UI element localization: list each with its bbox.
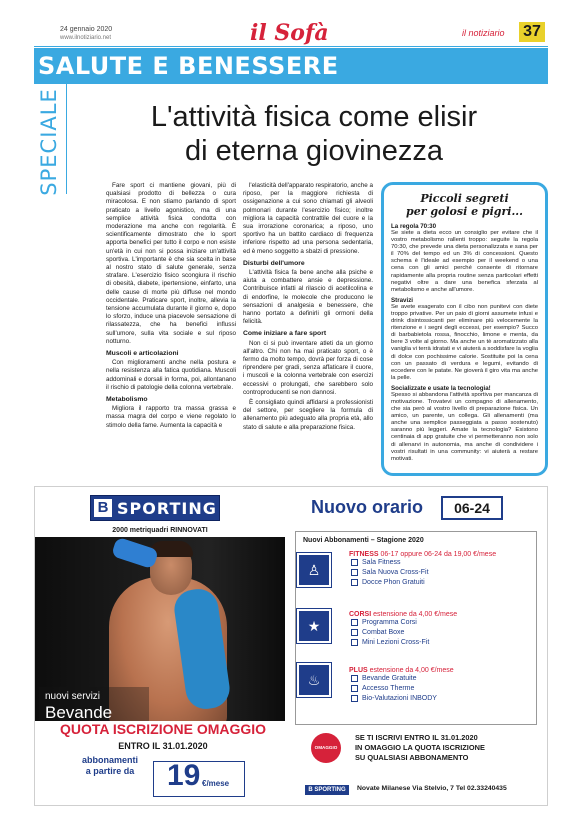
services-overlay xyxy=(39,687,149,721)
paragraph: l'elasticità dell'apparato respiratorio, anche a riposo, per la maggiore richiesta di ossigenazione a cui sono chiamati gli alveoli polmonari durante l'esercizio fisico; inoltre migliora la capacità contrattile del cuore e la sua irrorazione coronarica; a riposo, uno sportivo ha un battito cardiaco di frequenza inferiore rispetto ad una persona sedentaria, ed è meno soggetto a sbalzi di pressione. xyxy=(243,182,373,255)
page-number: 37 xyxy=(519,22,545,42)
subheading: Metabolismo xyxy=(106,396,148,404)
price-value: 19 xyxy=(167,759,201,792)
header-rule xyxy=(34,46,548,47)
subheading: Muscoli e articolazioni xyxy=(106,350,179,358)
tips-section xyxy=(391,297,538,382)
courses-header-detail: estensione da 4,00 €/mese xyxy=(371,611,458,618)
subheading: Disturbi dell'umore xyxy=(243,259,305,267)
price-unit: €/mese xyxy=(202,779,230,788)
subheading: Come iniziare a fare sport xyxy=(243,330,327,338)
gym-advertisement xyxy=(34,486,548,806)
headline-line-2: di eterna giovinezza xyxy=(185,135,443,167)
tips-text: Se avete esagerato con il cibo non punitevi con diete troppo privative. Per un paio di giorni assumete infusi e drink disintossicanti per eliminare più velocemente la ritenzione e i segni degli eccessi, per esempio? Succo di barbabietola rossa, finocchio, limone e menta, da bere 3 volte al giorno. Ma anche un tè aromatizzato alla vaniglia vi terrà idratati e vi aiuterà a soddisfare la voglia di dolce con pochissime calorie. Sostituite poi la cena con un passato di verdura e legumi, evitando di eccedere con le patate. Ne gioverà il giro vita ma anche la pelle. xyxy=(391,303,538,381)
plus-group xyxy=(349,667,539,704)
services-label: nuovi servizi xyxy=(45,691,101,702)
promo-title: QUOTA ISCRIZIONE OMAGGIO xyxy=(59,721,267,737)
sporting-logo-text: SPORTING xyxy=(117,499,217,518)
paragraph: Con miglioramenti anche nella postura e nella resistenza alla fatica quotidiana. Muscoli addominali e dorsali in forma, poi, allontanano il rischio di patologie della colonna vertebrale. xyxy=(106,359,236,391)
article-headline xyxy=(80,100,548,168)
fitness-header xyxy=(349,551,539,558)
list-item: Mini Lezioni Cross-Fit xyxy=(349,638,539,648)
courses-header xyxy=(349,611,539,618)
tips-section xyxy=(391,385,538,463)
issue-date: 24 gennaio 2020 xyxy=(60,26,113,33)
paragraph: Migliora il rapporto tra massa grassa e massa magra del corpo e viene regolato lo stimolo della fame. Aumenta la capacità e xyxy=(106,405,236,429)
vertical-tag xyxy=(34,84,64,204)
masthead-brand: il Sofà xyxy=(250,20,329,46)
list-item: Sala Fitness xyxy=(349,558,539,568)
promo-deadline: ENTRO IL 31.01.2020 xyxy=(118,741,208,751)
price-caption-line-1: abbonamenti xyxy=(81,755,138,765)
tips-box xyxy=(381,182,548,476)
water-bottle xyxy=(111,537,159,569)
tips-title xyxy=(391,192,538,218)
list-item: Programma Corsi xyxy=(349,618,539,628)
tips-heading: La regola 70:30 xyxy=(391,223,437,230)
tips-title-line-1: Piccoli segreti xyxy=(420,192,509,205)
tips-title-line-2: per golosi e pigri... xyxy=(406,205,523,218)
site-url: www.ilnotiziario.net xyxy=(60,35,112,41)
courses-group xyxy=(349,611,539,648)
fitness-header-name: FITNESS xyxy=(349,551,379,558)
price-caption xyxy=(61,755,159,777)
list-item: Bevande Gratuite xyxy=(349,674,539,684)
price-caption-line-2: a partire da xyxy=(85,766,135,776)
services-line-1: Bevande xyxy=(45,703,113,721)
sporting-small-logo: B SPORTING xyxy=(305,785,349,795)
renewed-area-text: 2000 metriquadri RINNOVATI xyxy=(112,527,208,534)
article-column-1 xyxy=(106,182,236,432)
plus-header xyxy=(349,667,539,674)
plus-icon: ♨ xyxy=(297,663,331,697)
paragraph: L'attività fisica fa bene anche alla psiche e aiuta a combattere ansie e depressione. Contribuisce infatti al rilascio di acetilcolina e di endorfine, le molecole che producono le sensazioni di analgesia e benessere, che hanno portato a definirli gli ormoni della felicità. xyxy=(243,269,373,326)
omaggio-line-2: IN OMAGGIO LA QUOTA ISCRIZIONE xyxy=(355,743,485,752)
tips-text: Spesso si abbandona l'attività sportiva per mancanza di motivazione. Trovatevi un compagno di allenamento, che sia però al vostro livello di preparazione fisica. Un amico, un parente, un collega. Gli allenamenti (ma anche una semplice passeggiata a passo sostenuto) saranno più leggeri. Amate la tecnologia? Esistono centinaia di app gratuite che vi permetteranno non solo di allenarvi in autonomia, ma anche di condividere i vostri risultati in una community: vi aiuterà a restare motivati. xyxy=(391,391,538,462)
tips-text: Se siete a dieta ecco un consiglio per evitare che il vostro metabolismo rallenti troppo: seguite la regola 70:30, che prevede una dieta personalizzata e sana per il 70% del tempo ed un 3% di concessioni. Questo schema è l'ideale ad esempio per il weekend o una cena con gli amici perché consente di ritornare rapidamente alla propria routine senza particolari effetti negativi oltre a dare una benefica sferzata al metabolismo e anche all'umore. xyxy=(391,230,538,293)
headline-line-1: L'attività fisica come elisir xyxy=(150,101,478,133)
subscriptions-title: Nuovi Abbonamenti – Stagione 2020 xyxy=(303,537,424,544)
sporting-logo-mark: B xyxy=(94,499,112,517)
vertical-tag-text: SPECIALE xyxy=(37,88,61,196)
plus-header-name: PLUS xyxy=(349,667,368,674)
gym-address: Novate Milanese Via Stelvio, 7 Tel 02.33240435 xyxy=(357,785,507,792)
new-hours-label: Nuovo orario xyxy=(311,497,424,517)
tips-heading: Socializzate e usate la tecnologia! xyxy=(391,384,491,392)
omaggio-text xyxy=(355,733,535,763)
section-banner-title: SALUTE E BENESSERE xyxy=(38,52,339,80)
omaggio-badge: OMAGGIO xyxy=(311,733,341,763)
fitness-group xyxy=(349,551,539,588)
vertical-rule xyxy=(66,84,67,194)
tips-heading: Stravizi xyxy=(391,296,414,304)
sporting-logo xyxy=(90,495,220,521)
paragraph: Non ci si può inventare atleti da un giorno all'altro. Chi non ha mai praticato sport, o è fermo da molto tempo, dovrà per forza di cose riprendere per gradi, senza affaticare il cuore, i muscoli e la colonna vertebrale con esercizi eccessivi o prolungati, che sarebbero solo controproducenti se non dannosi. xyxy=(243,339,373,396)
list-item: Combat Boxe xyxy=(349,628,539,638)
list-item: Docce Phon Gratuiti xyxy=(349,578,539,588)
new-hours-value: 06-24 xyxy=(441,496,503,520)
plus-header-detail: estensione da 4,00 €/mese xyxy=(367,667,454,674)
fitness-icon: ♙ xyxy=(297,553,331,587)
courses-icon: ★ xyxy=(297,609,331,643)
omaggio-line-3: SU QUALSIASI ABBONAMENTO xyxy=(355,753,469,762)
tips-section xyxy=(391,223,538,294)
fitness-header-detail: 06-17 oppure 06-24 da 19,00 €/mese xyxy=(378,551,497,558)
list-item: Accesso Therme xyxy=(349,684,539,694)
section-name: il notiziario xyxy=(462,28,505,38)
athlete-photo xyxy=(35,537,285,721)
paragraph: È consigliato quindi affidarsi a professionisti del settore, per scegliere la formula di allenamento più adeguato alla propria età, allo stato di salute e alla preparazione fisica. xyxy=(243,399,373,431)
paragraph: Fare sport ci mantiene giovani, più di qualsiasi prodotto di bellezza o cura miracolosa. E non stiamo parlando di sport praticato a livello agonistico, ma di una semplice attività fisica condotta con moderazione ma anche con regolarità. È scientificamente dimostrato che lo sport apporta benefici per tutto il corpo e non esiste un'età in cui non si possa iniziare un'attività sportiva. L'importante è che sia scelta in base al nostro stato di salute generale, senza strafare. L'esercizio fisico scongiura il rischio di obesità, diabete, ipertensione, einfarto, una delle cause di morte più diffuse nel mondo occidentale. Praticare sport, inoltre, allevia la tensione accumulata durante il giorno e, dopo lo sforzo, induce una piacevole sensazione di rilassatezza, che ha benefici influssi sull'umore, sulla vita sociale e sul riposo notturno. xyxy=(106,182,236,345)
omaggio-line-1: SE TI ISCRIVI ENTRO IL 31.01.2020 xyxy=(355,733,478,742)
list-item: Bio-Valutazioni INBODY xyxy=(349,694,539,704)
article-column-2 xyxy=(243,182,373,434)
courses-header-name: CORSI xyxy=(349,611,372,618)
list-item: Sala Nuova Cross-Fit xyxy=(349,568,539,578)
